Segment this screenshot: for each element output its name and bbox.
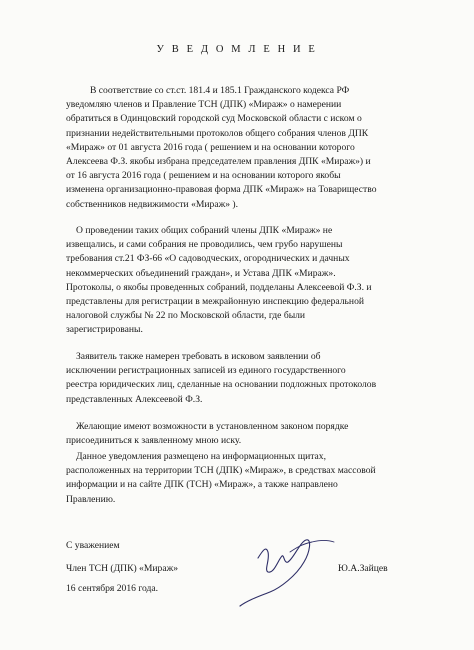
paragraph-violations xyxy=(66,224,416,338)
text-line: Данное уведомления размещено на информационных щитах, xyxy=(76,451,326,462)
text-line: Заявитель также намерен требовать в исковом заявлении об xyxy=(76,351,321,362)
member-title: Член ТСН (ДПК) «Мираж» xyxy=(66,563,179,574)
text-line: извещались, и сами собрания не проводились, чем грубо нарушены xyxy=(66,239,343,251)
text-line: изменена организационно-правовая форма ДПК «Мираж» на Товарищество xyxy=(66,184,377,196)
text-line: «Мираж» от 01 августа 2016 года ( решением и на основании которого xyxy=(66,141,355,153)
document-date: 16 сентября 2016 года. xyxy=(66,583,159,594)
paragraph-publication xyxy=(66,450,416,507)
text-line: представлены для регистрации в межрайонную инспекцию федеральной xyxy=(66,296,364,308)
paragraph-lawsuit-notice xyxy=(66,84,416,212)
paragraph-join-lawsuit xyxy=(66,420,416,448)
text-line: требования ст.21 ФЗ-66 «О садоводческих, огороднических и дачных xyxy=(66,253,350,265)
text-line: уведомляю членов и Правление ТСН (ДПК) «Мираж» о намерении xyxy=(66,99,342,111)
text-line: Протоколы, о якобы проведенных собраний, подделаны Алексеевой Ф.З. и xyxy=(66,281,372,293)
handwritten-signature xyxy=(230,522,340,610)
document-title: У В Е Д О М Л Е Н И Е xyxy=(156,44,318,55)
closing-greeting: С уважением xyxy=(66,540,120,551)
paragraph-registry-exclusion xyxy=(66,350,416,407)
text-line: некоммерческих объединений граждан», и Устава ДПК «Мираж». xyxy=(66,267,336,279)
text-line: информации и на сайте ДПК (ТСН) «Мираж», а также направлено xyxy=(66,479,338,491)
text-line: от 16 августа 2016 года ( решением и на основании которого якобы xyxy=(66,170,341,182)
text-line: Желающие имеют возможности в установленном законом порядке xyxy=(76,421,349,432)
text-line: зарегистрированы. xyxy=(66,324,143,336)
text-line: реестра юридических лиц, сделанные на основании подложных протоколов xyxy=(66,379,377,391)
text-line: О проведении таких общих собраний члены ДПК «Мираж» не xyxy=(76,225,333,236)
text-line: налоговой службы № 22 по Московской области, где были xyxy=(66,310,306,322)
text-line: признании недействительными протоколов общего собрания членов ДПК xyxy=(66,127,369,139)
text-line: В соответствие со ст.ст. 181.4 и 185.1 Гражданского кодекса РФ xyxy=(90,85,350,96)
text-line: обратиться в Одинцовский городской суд Московской области с иском о xyxy=(66,113,362,125)
text-line: представленных Алексеевой Ф.З. xyxy=(66,393,203,405)
text-line: присоединиться к заявленному мною иску. xyxy=(66,435,242,447)
text-line: Алексеева Ф.З. якобы избрана председателем правления ДПК «Мираж») и xyxy=(66,156,371,168)
signer-name: Ю.А.Зайцев xyxy=(338,563,388,574)
text-line: исключении регистрационных записей из единого государственного xyxy=(66,365,346,377)
text-line: Правлению. xyxy=(66,493,116,505)
text-line: расположенных на территории ТСН (ДПК) «Мираж», в средствах массовой xyxy=(66,465,376,477)
text-line: собственников недвижимости «Мираж» ). xyxy=(66,198,239,210)
